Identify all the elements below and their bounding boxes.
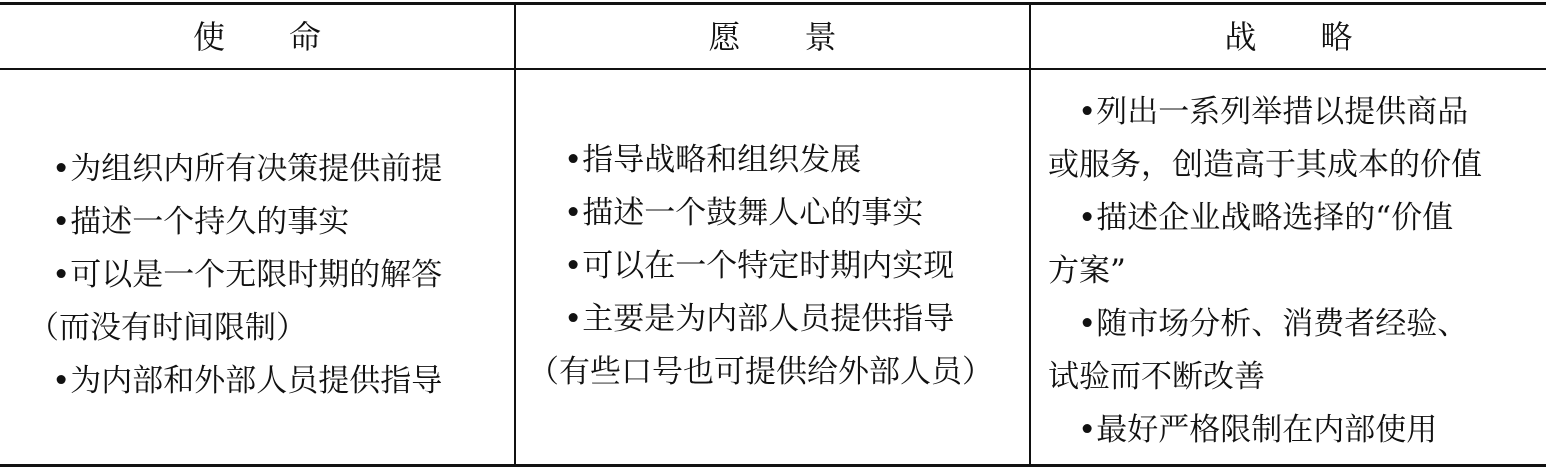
strategy-line: •随市场分析、消费者经验、: [1078, 306, 1469, 342]
mission-line: •为内部和外部人员提供指导: [52, 363, 443, 399]
mission-line: •为组织内所有决策提供前提: [52, 151, 443, 187]
header-mission-label: 使 命: [192, 18, 321, 56]
mission-line: （而没有时间限制）: [28, 310, 307, 346]
vision-line: •可以在一个特定时期内实现: [564, 248, 955, 284]
header-vision: [516, 6, 1029, 68]
mission-line: •描述一个持久的事实: [52, 204, 350, 240]
table-bottom-rule: [0, 464, 1546, 467]
column-divider-1: [514, 4, 516, 465]
strategy-line: 试验而不断改善: [1048, 359, 1265, 395]
strategy-line: •列出一系列举措以提供商品: [1078, 94, 1469, 130]
header-vision-label: 愿 景: [708, 18, 837, 56]
header-strategy-label: 战 略: [1224, 18, 1353, 56]
vision-cell: [528, 134, 1023, 399]
strategy-line: •最好严格限制在内部使用: [1078, 412, 1438, 448]
strategy-line: 或服务，创造高于其成本的价值: [1048, 147, 1482, 183]
vision-line: •主要是为内部人员提供指导: [564, 301, 955, 337]
column-divider-2: [1029, 4, 1031, 465]
mission-line: •可以是一个无限时期的解答: [52, 257, 443, 293]
vision-line: •描述一个鼓舞人心的事实: [564, 195, 924, 231]
header-strategy: [1031, 6, 1546, 68]
header-mission: [0, 6, 514, 68]
strategy-line: 方案”: [1048, 253, 1126, 289]
table-top-rule: [0, 2, 1546, 5]
strategy-line: •描述企业战略选择的“价值: [1078, 200, 1454, 236]
vision-line: （有些口号也可提供给外部人员）: [528, 354, 993, 390]
vision-line: •指导战略和组织发展: [564, 142, 862, 178]
header-divider-rule: [0, 68, 1546, 70]
mission-cell: [28, 143, 508, 408]
strategy-cell: [1048, 86, 1542, 457]
